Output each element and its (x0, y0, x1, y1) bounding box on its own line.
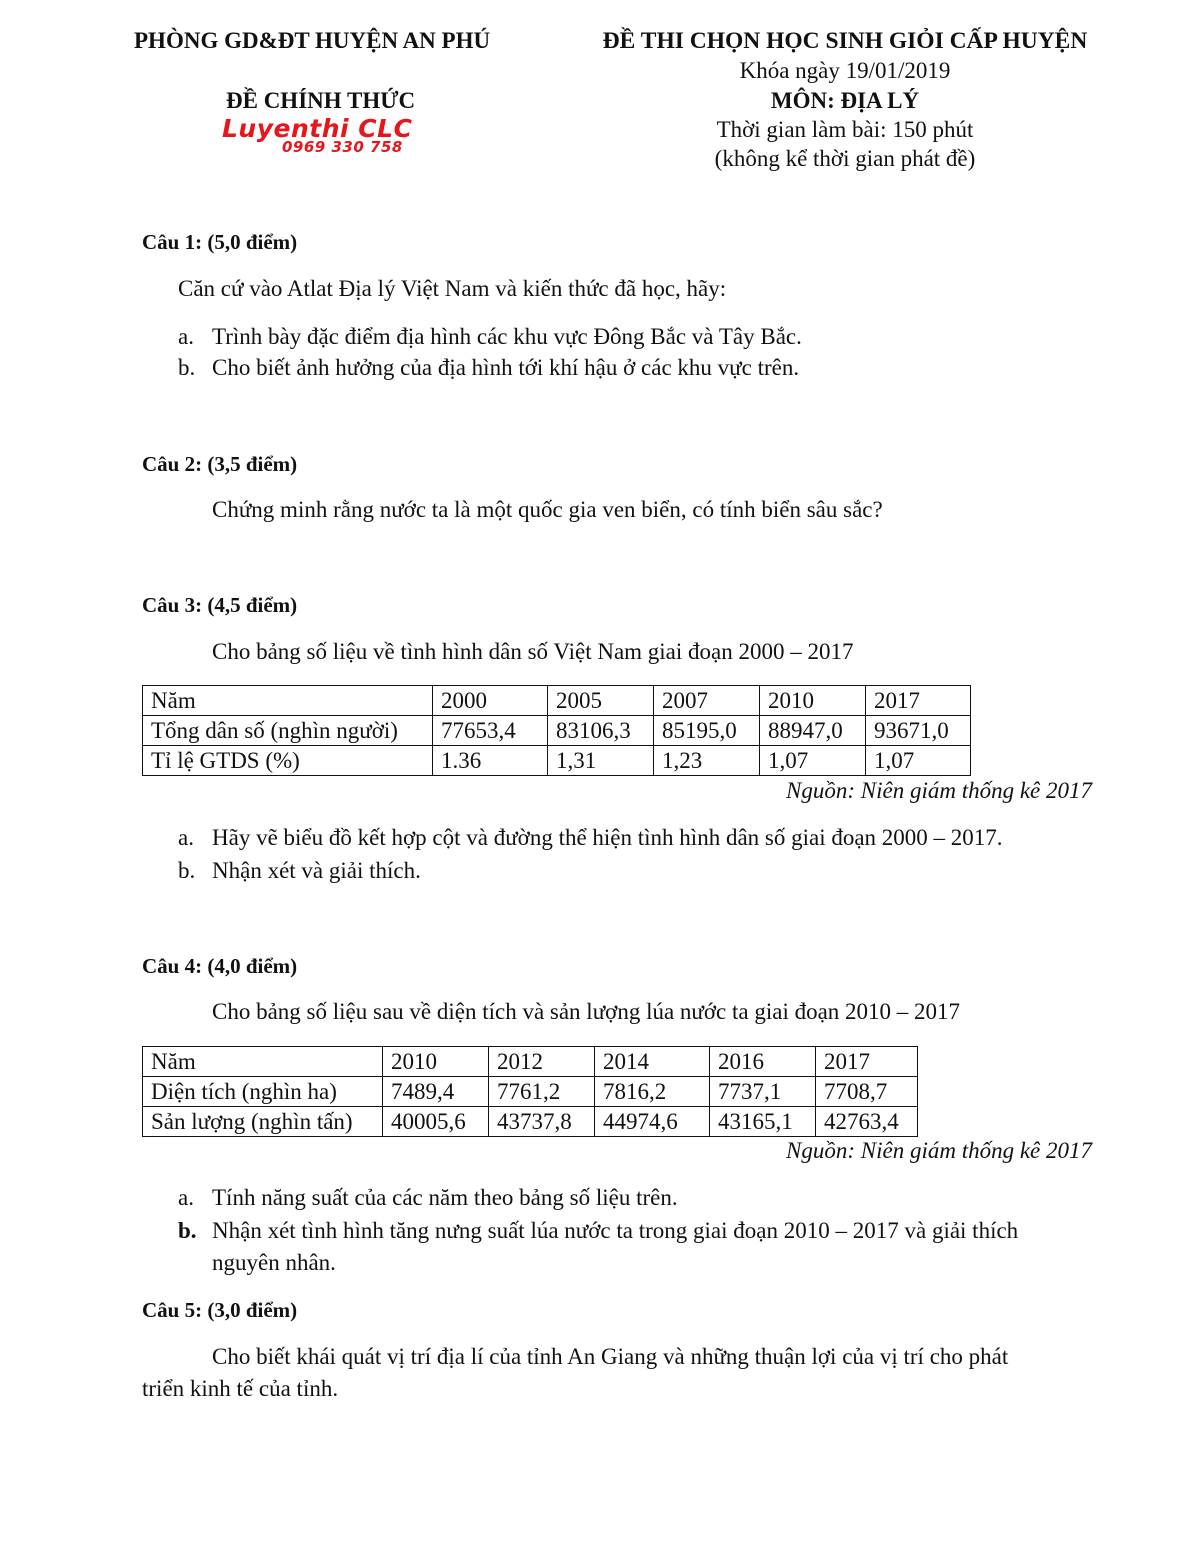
table-cell: 77653,4 (433, 716, 548, 746)
table-cell: 7737,1 (710, 1077, 816, 1107)
table-cell: 7489,4 (383, 1077, 489, 1107)
table-cell: 43737,8 (489, 1107, 595, 1137)
question-1-b-letter: b. (178, 355, 196, 380)
question-3-source: Nguồn: Niên giám thống kê 2017 (786, 778, 1092, 803)
table-cell: 40005,6 (383, 1107, 489, 1137)
table-cell: 2016 (710, 1047, 816, 1077)
table-cell: 2017 (816, 1047, 918, 1077)
question-3-title: Câu 3: (4,5 điểm) (142, 593, 298, 617)
question-3-b-text: Nhận xét và giải thích. (212, 858, 421, 883)
question-1-title: Câu 1: (5,0 điểm) (142, 230, 298, 254)
table-cell: 43165,1 (710, 1107, 816, 1137)
question-4-a-text: Tính năng suất của các năm theo bảng số liệu trên. (212, 1185, 678, 1210)
watermark-name: Luyenthi CLC (222, 114, 413, 143)
table-cell: 83106,3 (548, 716, 654, 746)
table-cell: 2012 (489, 1047, 595, 1077)
question-1-a-letter: a. (178, 324, 194, 349)
table-cell: 1,07 (760, 746, 866, 776)
table-cell: 93671,0 (866, 716, 971, 746)
table-cell: 7761,2 (489, 1077, 595, 1107)
table-cell: Năm (143, 1047, 383, 1077)
question-5-text-line1: Cho biết khái quát vị trí địa lí của tỉnh An Giang và những thuận lợi của vị trí cho phát (212, 1344, 1009, 1369)
population-table (142, 685, 971, 776)
watermark-phone: 0969 330 758 (282, 138, 403, 156)
rice-table (142, 1046, 918, 1137)
question-4-title: Câu 4: (4,0 điểm) (142, 954, 298, 978)
table-cell: 1,07 (866, 746, 971, 776)
table-cell: Tỉ lệ GTDS (%) (143, 746, 433, 776)
table-cell: 7708,7 (816, 1077, 918, 1107)
table-cell: 7816,2 (595, 1077, 710, 1107)
department-name: PHÒNG GD&ĐT HUYỆN AN PHÚ (134, 28, 491, 53)
question-2-title: Câu 2: (3,5 điểm) (142, 452, 298, 476)
table-cell: 2007 (654, 686, 760, 716)
table-row (143, 1047, 918, 1077)
exam-duration-note: (không kể thời gian phát đề) (714, 146, 976, 171)
exam-duration: Thời gian làm bài: 150 phút (716, 117, 974, 142)
table-cell: 42763,4 (816, 1107, 918, 1137)
table-cell: Sản lượng (nghìn tấn) (143, 1107, 383, 1137)
exam-title: ĐỀ THI CHỌN HỌC SINH GIỎI CẤP HUYỆN (602, 28, 1088, 54)
table-cell: 1.36 (433, 746, 548, 776)
question-3-a-letter: a. (178, 825, 194, 850)
table-row (143, 686, 971, 716)
table-cell: 1,23 (654, 746, 760, 776)
table-cell: 1,31 (548, 746, 654, 776)
question-1-a-text: Trình bày đặc điểm địa hình các khu vực Đông Bắc và Tây Bắc. (212, 324, 802, 349)
question-4-b-text-line1: Nhận xét tình hình tăng nưng suất lúa nước ta trong giai đoạn 2010 – 2017 và giải thích (212, 1218, 1019, 1243)
table-cell: 88947,0 (760, 716, 866, 746)
exam-subject: MÔN: ĐỊA LÝ (770, 88, 920, 113)
question-5-title: Câu 5: (3,0 điểm) (142, 1298, 298, 1322)
table-cell: Diện tích (nghìn ha) (143, 1077, 383, 1107)
table-row (143, 746, 971, 776)
question-3-a-text: Hãy vẽ biểu đồ kết hợp cột và đường thể hiện tình hình dân số giai đoạn 2000 – 2017. (212, 825, 1003, 850)
table-cell: 2010 (383, 1047, 489, 1077)
exam-date: Khóa ngày 19/01/2019 (739, 58, 951, 83)
table-cell: Năm (143, 686, 433, 716)
table-row (143, 1107, 918, 1137)
table-cell: 2005 (548, 686, 654, 716)
question-4-a-letter: a. (178, 1185, 194, 1210)
table-cell: 2010 (760, 686, 866, 716)
table-cell: 2014 (595, 1047, 710, 1077)
question-4-intro: Cho bảng số liệu sau về diện tích và sản lượng lúa nước ta giai đoạn 2010 – 2017 (212, 999, 961, 1024)
table-cell: 2000 (433, 686, 548, 716)
table-cell: Tổng dân số (nghìn người) (143, 716, 433, 746)
official-exam-label: ĐỀ CHÍNH THỨC (226, 88, 416, 113)
question-4-source: Nguồn: Niên giám thống kê 2017 (786, 1138, 1092, 1163)
table-cell: 85195,0 (654, 716, 760, 746)
question-1-b-text: Cho biết ảnh hưởng của địa hình tới khí hậu ở các khu vực trên. (212, 355, 800, 380)
question-4-b-text-line2: nguyên nhân. (212, 1250, 336, 1275)
question-3-intro: Cho bảng số liệu về tình hình dân số Việt Nam giai đoạn 2000 – 2017 (212, 639, 854, 664)
question-4-b-letter: b. (178, 1218, 197, 1243)
table-cell: 2017 (866, 686, 971, 716)
question-3-b-letter: b. (178, 858, 196, 883)
table-cell: 44974,6 (595, 1107, 710, 1137)
question-2-text: Chứng minh rằng nước ta là một quốc gia ven biển, có tính biển sâu sắc? (212, 497, 883, 522)
table-row (143, 716, 971, 746)
question-1-intro: Căn cứ vào Atlat Địa lý Việt Nam và kiến thức đã học, hãy: (178, 276, 727, 301)
table-row (143, 1077, 918, 1107)
question-5-text-line2: triển kinh tế của tỉnh. (142, 1376, 339, 1401)
